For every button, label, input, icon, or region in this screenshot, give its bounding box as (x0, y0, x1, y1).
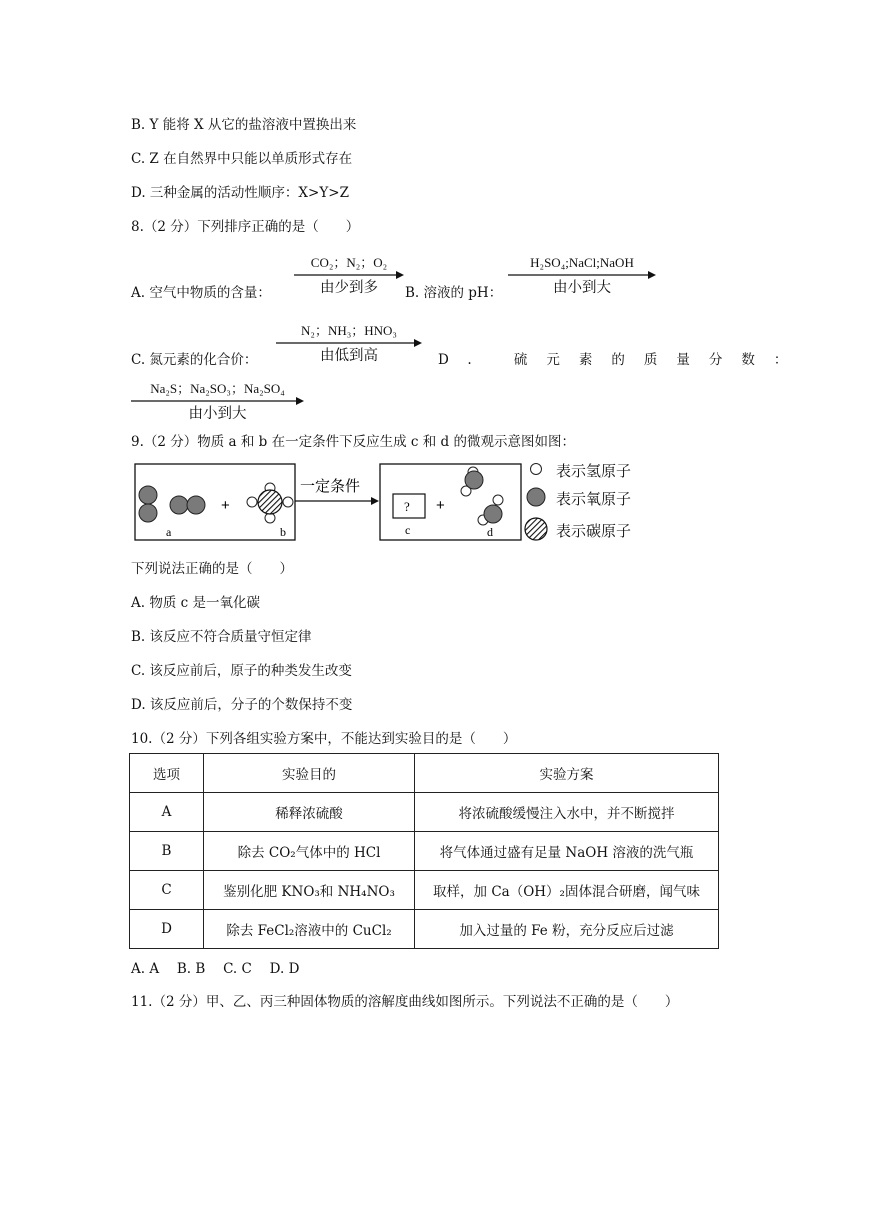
q8-option-b-arrow (508, 255, 656, 297)
row-purpose: 除去 CO₂气体中的 HCl (204, 832, 415, 871)
molecule-a-label: a (166, 525, 172, 539)
q8-option-a-sequence: CO₂；N₂；O₂ (310, 255, 388, 270)
row-purpose: 鉴别化肥 KNO₃和 NH₄NO₃ (204, 871, 415, 910)
legend-carbon: 表示碳原子 (556, 522, 632, 540)
q8-option-d-arrow (131, 381, 304, 423)
hydrogen-atom-icon (283, 497, 293, 507)
header-purpose: 实验目的 (204, 754, 415, 793)
hydrogen-legend-icon (531, 464, 542, 475)
legend-oxygen: 表示氧原子 (556, 490, 632, 508)
q8-option-a-label: A. 空气中物质的含量： (131, 285, 271, 301)
q10-stem: 10.（2 分）下列各组实验方案中，不能达到实验目的是（ ） (131, 731, 517, 747)
right-arrow-icon (276, 339, 422, 347)
unknown-molecule-mark: ? (404, 499, 410, 514)
q8-option-d-sequence: Na₂S；Na₂SO₃；Na₂SO₄ (150, 381, 285, 396)
row-method: 取样，加 Ca（OH）₂固体混合研磨，闻气味 (415, 871, 719, 910)
q7-option-c: C. Z 在自然界中只能以单质形式存在 (131, 151, 353, 167)
q10-answer-options: A. A B. B C. C D. D (131, 961, 300, 977)
arrow-head-icon (371, 497, 379, 505)
plus-sign: + (221, 497, 230, 514)
q9-prompt: 下列说法正确的是（ ） (131, 561, 293, 577)
q8-option-a-arrow (294, 255, 404, 297)
q7-option-d: D. 三种金属的活动性顺序：X>Y>Z (131, 185, 349, 201)
header-method: 实验方案 (415, 754, 719, 793)
q8-option-a-order: 由少到多 (320, 280, 378, 296)
q8-option-d-label: D. 硫元素的质量分数： (438, 352, 807, 368)
hydrogen-atom-icon (493, 495, 503, 505)
q8-option-b-label: B. 溶液的 pH： (405, 285, 503, 301)
table-row (130, 871, 719, 910)
plus-sign: + (436, 497, 445, 514)
row-option: C (130, 871, 204, 910)
oxygen-atom-icon (484, 505, 502, 523)
legend-hydrogen: 表示氢原子 (556, 462, 632, 480)
row-purpose: 稀释浓硫酸 (204, 793, 415, 832)
row-option: A (130, 793, 204, 832)
q8-option-c-order: 由低到高 (320, 348, 378, 364)
row-purpose: 除去 FeCl₂溶液中的 CuCl₂ (204, 910, 415, 949)
row-method: 将浓硫酸缓慢注入水中，并不断搅拌 (415, 793, 719, 832)
q8-option-c-sequence: N₂；NH₃；HNO₃ (301, 323, 397, 338)
molecule-d-label: d (487, 525, 493, 539)
right-arrow-icon (508, 271, 656, 279)
right-arrow-icon (294, 271, 404, 279)
molecule-c-label: c (405, 523, 411, 537)
oxygen-atom-icon (170, 496, 188, 514)
q11-stem: 11.（2 分）甲、乙、丙三种固体物质的溶解度曲线如图所示。下列说法不正确的是（ ） (131, 994, 679, 1010)
q9-stem: 9.（2 分）物质 a 和 b 在一定条件下反应生成 c 和 d 的微观示意图如图： (131, 434, 575, 450)
q8-option-b-sequence: H₂SO₄;NaCl;NaOH (530, 255, 634, 270)
table-row (130, 832, 719, 871)
q8-option-b-order: 由小到大 (553, 280, 611, 296)
q9-option-b: B. 该反应不符合质量守恒定律 (131, 629, 312, 645)
q8-option-c-arrow (276, 323, 422, 365)
oxygen-legend-icon (527, 488, 545, 506)
q9-option-c: C. 该反应前后，原子的种类发生改变 (131, 663, 352, 679)
header-option: 选项 (130, 754, 204, 793)
table-row (130, 793, 719, 832)
q7-option-b: B. Y 能将 X 从它的盐溶液中置换出来 (131, 117, 357, 133)
carbon-atom-icon (258, 490, 282, 514)
oxygen-atom-icon (187, 496, 205, 514)
molecule-b-label: b (280, 525, 286, 539)
oxygen-atom-icon (465, 471, 483, 489)
table-row (130, 910, 719, 949)
q8-option-c-label: C. 氮元素的化合价： (131, 352, 258, 368)
row-option: B (130, 832, 204, 871)
row-method: 将气体通过盛有足量 NaOH 溶液的洗气瓶 (415, 832, 719, 871)
carbon-legend-icon (525, 518, 547, 540)
experiment-table (129, 753, 719, 949)
reaction-condition: 一定条件 (300, 477, 361, 495)
right-arrow-icon (131, 397, 304, 405)
table-header-row (130, 754, 719, 793)
row-option: D (130, 910, 204, 949)
q9-option-a: A. 物质 c 是一氧化碳 (131, 595, 260, 611)
hydrogen-atom-icon (247, 497, 257, 507)
q9-option-d: D. 该反应前后，分子的个数保持不变 (131, 697, 353, 713)
q8-stem: 8.（2 分）下列排序正确的是（ ） (131, 219, 360, 235)
q8-option-d-order: 由小到大 (188, 406, 247, 422)
oxygen-atom-icon (139, 504, 157, 522)
row-method: 加入过量的 Fe 粉，充分反应后过滤 (415, 910, 719, 949)
oxygen-atom-icon (139, 486, 157, 504)
